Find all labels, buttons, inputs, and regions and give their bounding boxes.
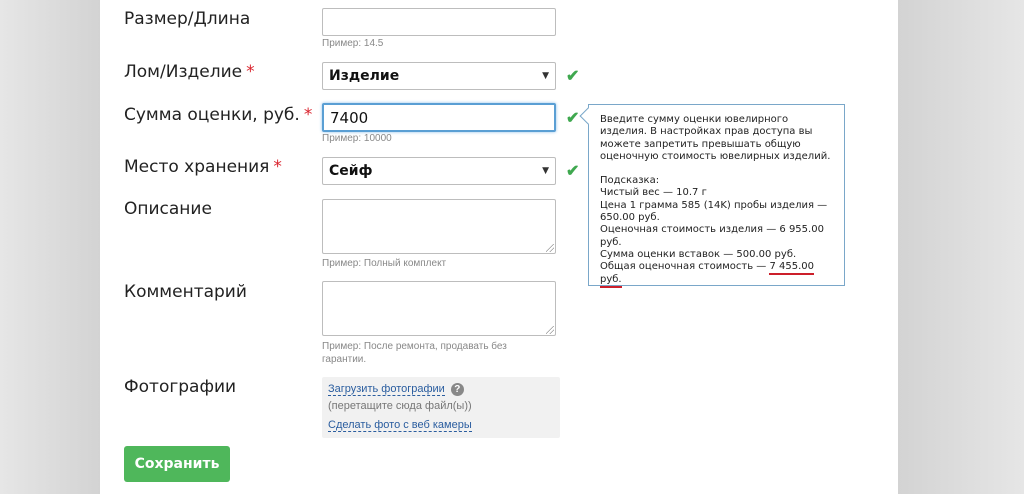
- photos-label: Фотографии: [124, 377, 237, 397]
- webcam-photo-link[interactable]: Сделать фото с веб камеры: [328, 419, 472, 431]
- resize-handle[interactable]: [546, 326, 554, 334]
- save-button[interactable]: Сохранить: [124, 446, 230, 482]
- upload-photos-link[interactable]: Загрузить фотографии: [328, 383, 445, 396]
- tooltip-hint-title: Подсказка:: [600, 175, 660, 187]
- tooltip-line: Цена 1 грамма 585 (14K) пробы изделия — 650.00 руб.: [600, 199, 828, 224]
- tooltip-intro: Введите сумму оценки ювелирного изделия. В настройках прав доступа вы можете запретить превышать общую оценочную стоимость ювелирных изделий.: [600, 114, 831, 162]
- size-label: Размер/Длина: [124, 9, 251, 29]
- description-hint: Пример: Полный комплект: [322, 258, 447, 269]
- scrap-label: Лом/Изделие *: [124, 62, 255, 82]
- page-background-right: [898, 0, 1024, 494]
- total-value: 7 455.00 руб.: [600, 261, 814, 287]
- page-background-left: [0, 0, 100, 494]
- size-input[interactable]: [322, 8, 556, 36]
- comment-label: Комментарий: [124, 282, 247, 302]
- appraisal-hint: Пример: 10000: [322, 133, 392, 144]
- check-icon: ✔: [566, 68, 580, 85]
- chevron-down-icon: ▼: [542, 166, 549, 176]
- drag-hint: (перетащите сюда файл(ы)): [328, 400, 472, 412]
- resize-handle[interactable]: [546, 244, 554, 252]
- tooltip-total: Общая оценочная стоимость — 7 455.00 руб.: [600, 261, 835, 286]
- required-mark: *: [273, 157, 282, 177]
- storage-label: Место хранения *: [124, 157, 282, 177]
- storage-select[interactable]: Сейф ▼: [322, 157, 556, 185]
- help-icon[interactable]: ?: [451, 383, 464, 396]
- check-icon: ✔: [566, 110, 580, 127]
- photo-upload-area[interactable]: [322, 377, 560, 438]
- appraisal-tooltip: [588, 104, 845, 286]
- size-hint: Пример: 14.5: [322, 38, 384, 49]
- comment-hint: Пример: После ремонта, продавать без гарантии.: [322, 341, 507, 365]
- tooltip-line: Оценочная стоимость изделия — 6 955.00 руб.: [600, 224, 824, 248]
- appraisal-label: Сумма оценки, руб. *: [124, 105, 313, 125]
- appraisal-input[interactable]: 7400: [322, 103, 556, 132]
- form-panel: [100, 0, 898, 494]
- required-mark: *: [246, 62, 255, 82]
- comment-textarea[interactable]: [322, 281, 556, 336]
- scrap-select[interactable]: Изделие ▼: [322, 62, 556, 90]
- required-mark: *: [303, 105, 313, 125]
- tooltip-line: Чистый вес — 10.7 г: [600, 187, 707, 199]
- description-label: Описание: [124, 199, 212, 219]
- description-textarea[interactable]: [322, 199, 556, 254]
- tooltip-arrow: [580, 108, 597, 125]
- check-icon: ✔: [566, 163, 580, 180]
- chevron-down-icon: ▼: [542, 71, 549, 81]
- tooltip-line: Сумма оценки вставок — 500.00 руб.: [600, 248, 797, 260]
